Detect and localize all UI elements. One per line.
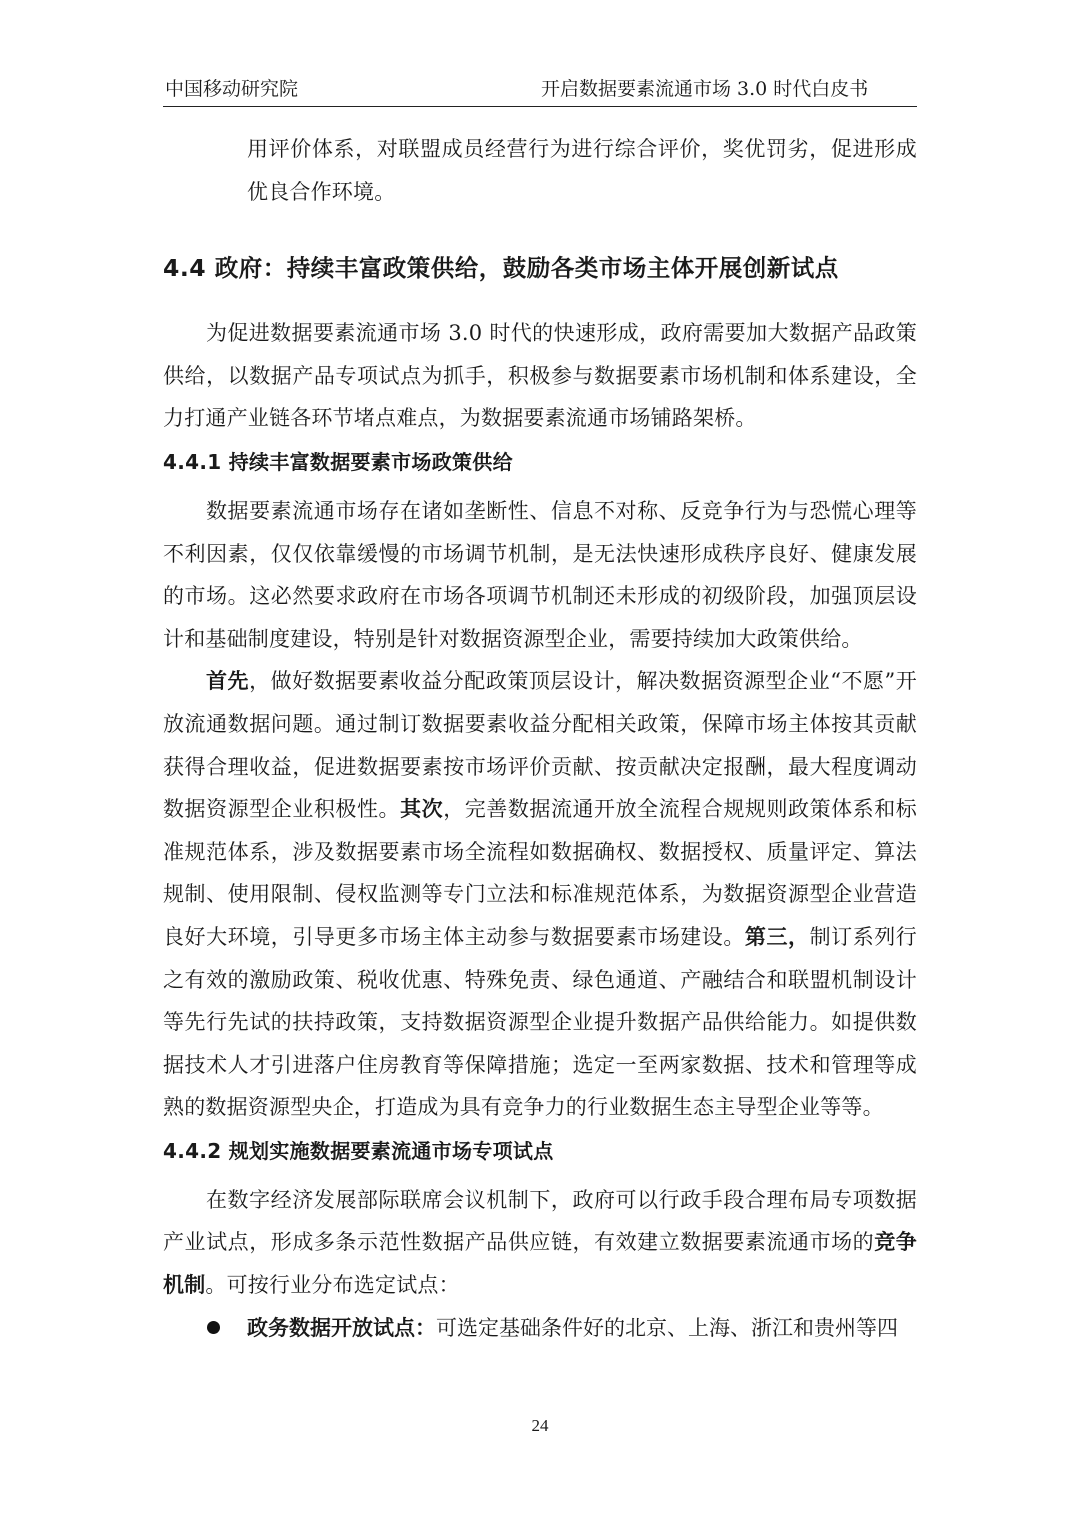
bullet-list-item bbox=[163, 1307, 917, 1350]
section-4-4-heading: 4.4 政府：持续丰富政策供给，鼓励各类市场主体开展创新试点 bbox=[163, 254, 839, 283]
section-4-4-1-paragraph-1: 数据要素流通市场存在诸如垄断性、信息不对称、反竞争行为与恐慌心理等不利因素，仅仅依靠缓慢的市场调节机制，是无法快速形成秩序良好、健康发展的市场。这必然要求政府在市场各项调节机制还未形成的初级阶段，加强顶层设计和基础制度建设，特别是针对数据资源型企业，需要持续加大政策供给。 bbox=[163, 498, 917, 651]
header-organization: 中国移动研究院 bbox=[165, 78, 299, 100]
section-4-4-1-paragraph-2 bbox=[163, 660, 917, 1129]
paragraph-text-a: 在数字经济发展部际联席会议机制下，政府可以行政手段合理布局专项数据产业试点，形成多条示范性数据产品供应链，有效建立数据要素流通市场的 bbox=[163, 1187, 917, 1255]
bold-first: 首先 bbox=[206, 669, 250, 694]
bullet-text: 可选定基础条件好的北京、上海、浙江和贵州等四 bbox=[436, 1315, 898, 1340]
section-4-4-1-heading: 4.4.1 持续丰富数据要素市场政策供给 bbox=[163, 449, 513, 474]
bold-third: 第三， bbox=[744, 924, 810, 949]
page-number: 24 bbox=[531, 1416, 549, 1435]
bullet-lead: 政务数据开放试点： bbox=[247, 1315, 436, 1340]
section-4-4-2-heading: 4.4.2 规划实施数据要素流通市场专项试点 bbox=[163, 1138, 554, 1163]
intro-continuation-paragraph: 用评价体系，对联盟成员经营行为进行综合评价，奖优罚劣，促进形成优良合作环境。 bbox=[247, 137, 917, 204]
header-document-title: 开启数据要素流通市场 3.0 时代白皮书 bbox=[541, 78, 869, 100]
page-header bbox=[163, 72, 917, 107]
section-4-4-paragraph: 为促进数据要素流通市场 3.0 时代的快速形成，政府需要加大数据产品政策供给，以数据产品专项试点为抓手，积极参与数据要素市场机制和体系建设，全力打通产业链各环节堵点难点，为数据要素流通市场铺路架桥。 bbox=[163, 321, 917, 431]
bullet-dot-icon bbox=[207, 1321, 220, 1334]
paragraph-text-b: 。可按行业分布选定试点： bbox=[205, 1273, 460, 1298]
paragraph-2-text-a: ，做好数据要素收益分配政策顶层设计，解决数据资源型企业“不愿”开放流通数据问题。通过制订数据要素收益分配相关政策，保障市场主体按其贡献获得合理收益，促进数据要素按市场评价贡献、按贡献决定报酬，最大程度调动数据资源型企业积极性。 bbox=[163, 669, 918, 822]
bold-second: 其次 bbox=[400, 797, 444, 822]
paragraph-2-text-c: 制订系列行之有效的激励政策、税收优惠、特殊免责、绿色通道、产融结合和联盟机制设计等先行先试的扶持政策，支持数据资源型企业提升数据产品供给能力。如提供数据技术人才引进落户住房教育等保障措施；选定一至两家数据、技术和管理等成熟的数据资源型央企，打造成为具有竞争力的行业数据生态主导型企业等等。 bbox=[163, 924, 918, 1120]
bold-competition-mechanism: 竞争机制 bbox=[163, 1230, 917, 1298]
section-4-4-2-paragraph bbox=[163, 1179, 917, 1307]
page-body bbox=[163, 128, 917, 1349]
paragraph-2-text-b: ，完善数据流通开放全流程合规规则政策体系和标准规范体系，涉及数据要素市场全流程如数据确权、数据授权、质量评定、算法规制、使用限制、侵权监测等专门立法和标准规范体系，为数据资源型企业营造良好大环境，引导更多市场主体主动参与数据要素市场建设。 bbox=[163, 797, 917, 949]
